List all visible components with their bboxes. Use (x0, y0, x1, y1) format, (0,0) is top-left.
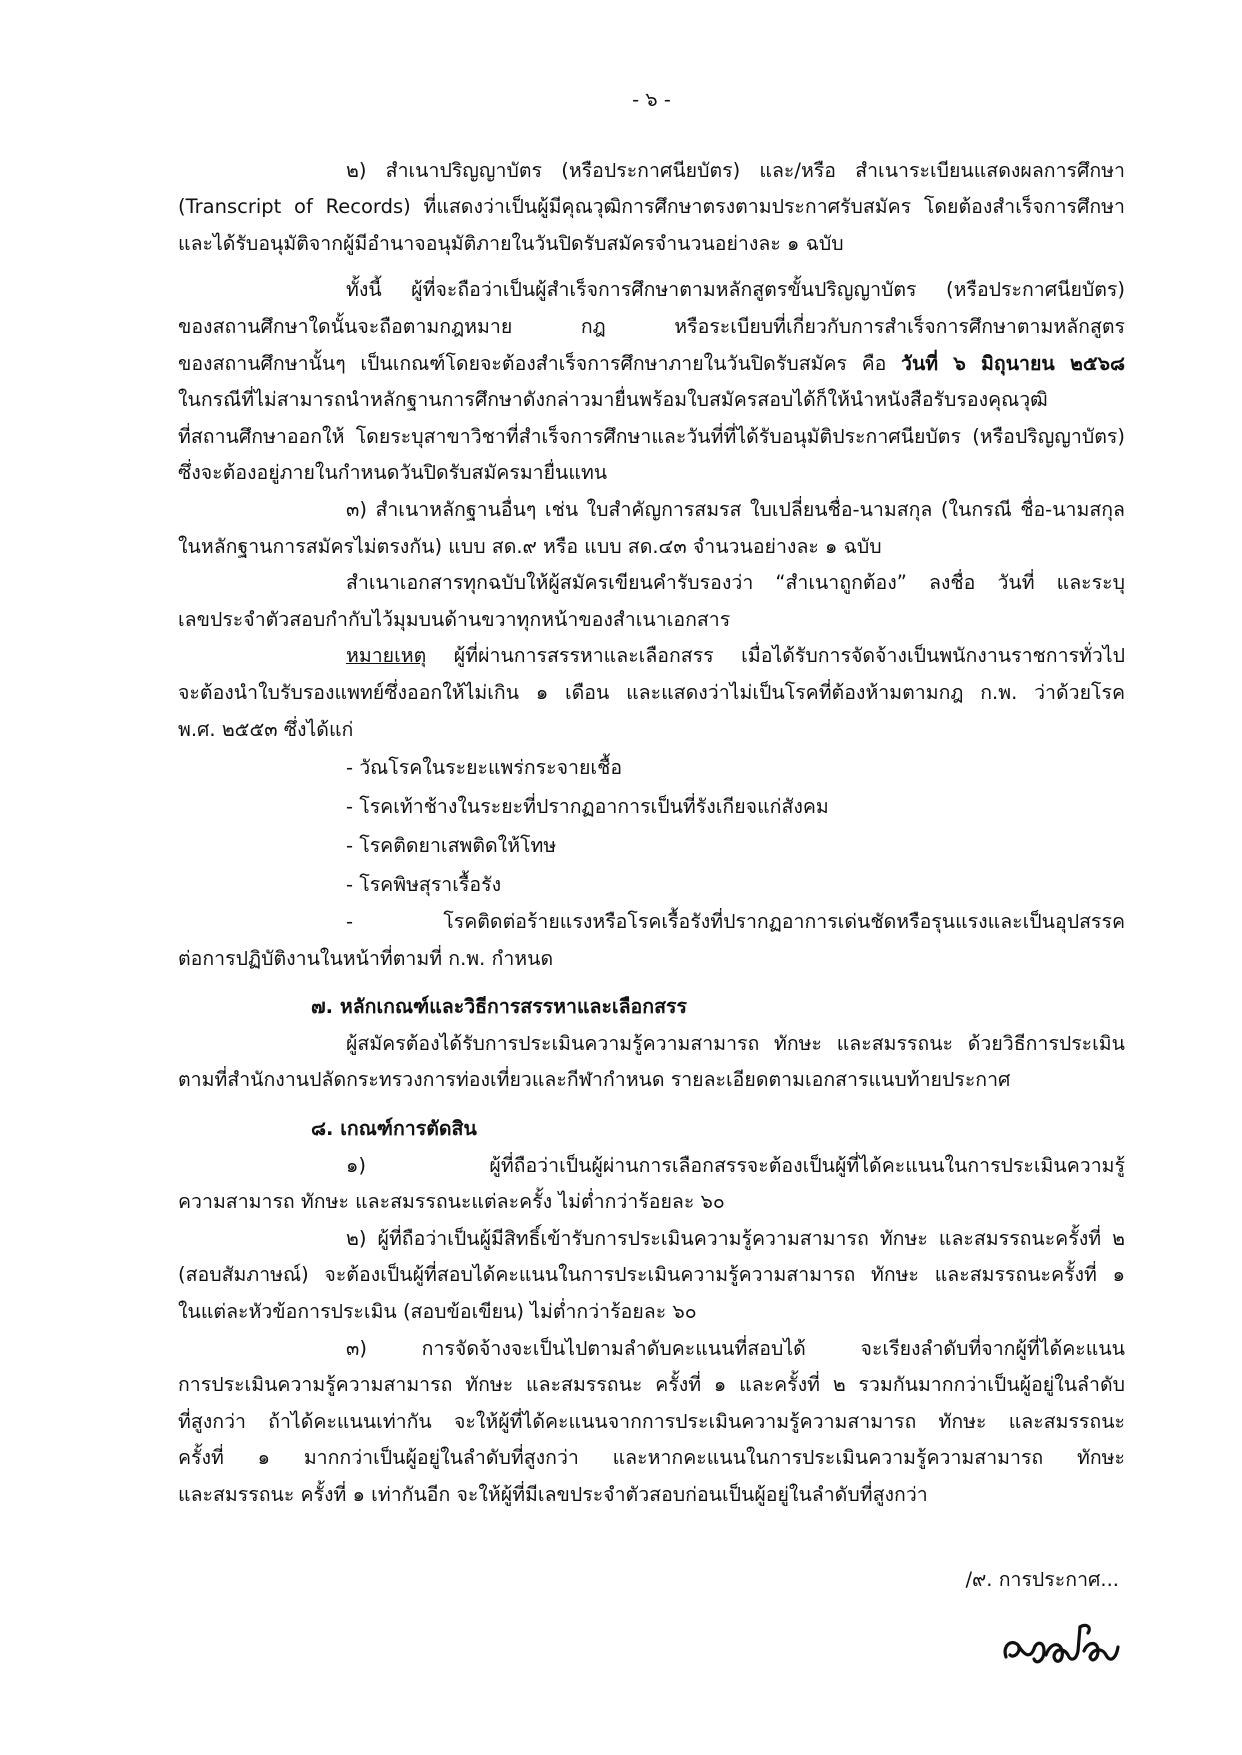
text-line: (Transcript of Records) ที่แสดงว่าเป็นผู้มีคุณวุฒิการศึกษาตรงตามประกาศรับสมัคร โดยต้องสำเร็จการศึกษา (178, 195, 1125, 219)
closing-date: วันที่ ๖ มิถุนายน ๒๕๖๘ (901, 351, 1125, 375)
text-line: ในหลักฐานการสมัครไม่ตรงกัน) แบบ สด.๙ หรือ แบบ สด.๔๓ จำนวนอย่างละ ๑ ฉบับ (178, 534, 882, 558)
text-line: จะต้องนำใบรับรองแพทย์ซึ่งออกให้ไม่เกิน ๑ เดือน และแสดงว่าไม่เป็นโรคที่ต้องห้ามตามกฎ ก.พ. ว่าด้วยโรค (178, 680, 1125, 704)
criterion-2 (178, 1221, 1125, 1331)
list-item: - วัณโรคในระยะแพร่กระจายเชื้อ (346, 756, 623, 780)
list-item: - โรคติดต่อร้ายแรงหรือโรคเรื้อรังที่ปรากฏอาการเด่นชัดหรือรุนแรงและเป็นอุปสรรค (346, 910, 1125, 934)
text-line: ทั้งนี้ ผู้ที่จะถือว่าเป็นผู้สำเร็จการศึกษาตามหลักสูตรขั้นปริญญาบัตร (หรือประกาศนียบัตร) (346, 278, 1125, 302)
section-7-heading: ๗. หลักเกณฑ์และวิธีการสรรหาและเลือกสรร (311, 995, 687, 1019)
text-line: ผู้สมัครต้องได้รับการประเมินความรู้ความสามารถ ทักษะ และสมรรถนะ ด้วยวิธีการประเมิน (346, 1031, 1125, 1055)
remark-label: หมายเหตุ (346, 644, 427, 668)
text-line: เลขประจำตัวสอบกำกับไว้มุมบนด้านขวาทุกหน้าของสำเนาเอกสาร (178, 607, 731, 631)
section-8-heading: ๘. เกณฑ์การตัดสิน (311, 1117, 477, 1141)
text-line (178, 346, 1125, 383)
spacer (178, 262, 1125, 272)
text-line: ๒) ผู้ที่ถือว่าเป็นผู้มีสิทธิ์เข้ารับการประเมินความรู้ความสามารถ ทักษะ และสมรรถนะครั้งที่ ๒ (346, 1226, 1125, 1250)
criterion-3 (178, 1331, 1125, 1514)
graduation-note (178, 272, 1125, 492)
handwritten-signature (1000, 1615, 1125, 1675)
text-line: (สอบสัมภาษณ์) จะต้องเป็นผู้ที่สอบได้คะแนนในการประเมินความรู้ความสามารถ ทักษะ และสมรรถนะครั้งที่ ๑ (178, 1263, 1125, 1287)
text-line: พ.ศ. ๒๕๕๓ ซึ่งได้แก่ (178, 717, 354, 741)
text-line: ๓) สำเนาหลักฐานอื่นๆ เช่น ใบสำคัญการสมรส ใบเปลี่ยนชื่อ-นามสกุล (ในกรณี ชื่อ-นามสกุล (346, 497, 1125, 521)
text-line: ที่สถานศึกษาออกให้ โดยระบุสาขาวิชาที่สำเร็จการศึกษาและวันที่ที่ได้รับอนุมัติประกาศนียบัตร (หรือปริญญาบัตร) (178, 424, 1125, 448)
remark (178, 638, 1125, 748)
list-item: - โรคพิษสุราเรื้อรัง (346, 873, 502, 897)
disease-list (346, 748, 1125, 904)
text-line: ๓) การจัดจ้างจะเป็นไปตามลำดับคะแนนที่สอบได้ จะเรียงลำดับที่จากผู้ที่ได้คะแนน (346, 1336, 1125, 1360)
list-item: - โรคติดยาเสพติดให้โทษ (346, 834, 557, 858)
text-line: ตามที่สำนักงานปลัดกระทรวงการท่องเที่ยวและกีฬากำหนด รายละเอียดตามเอกสารแนบท้ายประกาศ (178, 1068, 1011, 1092)
text-line: ๑) ผู้ที่ถือว่าเป็นผู้ผ่านการเลือกสรรจะต้องเป็นผู้ที่ได้คะแนนในการประเมินความรู้ (346, 1153, 1125, 1177)
page-number: - ๖ - (632, 88, 671, 111)
continue-marker: /๙. การประกาศ... (965, 1567, 1119, 1591)
text-line: ความสามารถ ทักษะ และสมรรถนะแต่ละครั้ง ไม่ต่ำกว่าร้อยละ ๖๐ (178, 1190, 725, 1214)
text-span: ผู้ที่ผ่านการสรรหาและเลือกสรร เมื่อได้รับการจัดจ้างเป็นพนักงานราชการทั่วไป (426, 644, 1125, 668)
item-3-other-evidence (178, 492, 1125, 565)
disease-last-item (178, 904, 1125, 977)
text-line: ของสถานศึกษาใดนั้นจะถือตามกฎหมาย กฎ หรือระเบียบที่เกี่ยวกับการสำเร็จการศึกษาตามหลักสูตร (178, 314, 1125, 338)
text-line: และได้รับอนุมัติจากผู้มีอำนาจอนุมัติภายในวันปิดรับสมัครจำนวนอย่างละ ๑ ฉบับ (178, 231, 844, 255)
criterion-1 (178, 1148, 1125, 1221)
text-line: ซึ่งจะต้องอยู่ภายในกำหนดวันปิดรับสมัครมายื่นแทน (178, 461, 608, 485)
text-line: การประเมินความรู้ความสามารถ ทักษะ และสมรรถนะ ครั้งที่ ๑ และครั้งที่ ๒ รวมกันมากกว่าเป็นผู้อยู่ในลำดับ (178, 1373, 1125, 1397)
item-2-degree-copy (178, 153, 1125, 263)
text-line: สำเนาเอกสารทุกฉบับให้ผู้สมัครเขียนคำรับรองว่า “สำเนาถูกต้อง” ลงชื่อ วันที่ และระบุ (346, 571, 1125, 595)
list-item: - โรคเท้าช้างในระยะที่ปรากฏอาการเป็นที่รังเกียจแก่สังคม (346, 795, 829, 819)
text-line: ๒) สำเนาปริญญาบัตร (หรือประกาศนียบัตร) และ/หรือ สำเนาระเบียนแสดงผลการศึกษา (346, 158, 1125, 182)
section-7-body (178, 1026, 1125, 1099)
text-span: ของสถานศึกษานั้นๆ เป็นเกณฑ์โดยจะต้องสำเร็จการศึกษาภายในวันปิดรับสมัคร คือ (178, 351, 902, 375)
text-line: ต่อการปฏิบัติงานในหน้าที่ตามที่ ก.พ. กำหนด (178, 946, 554, 970)
text-line: และสมรรถนะ ครั้งที่ ๑ เท่ากันอีก จะให้ผู้ที่มีเลขประจำตัวสอบก่อนเป็นผู้อยู่ในลำดับที่สูงกว่า (178, 1483, 928, 1506)
text-line: ในกรณีที่ไม่สามารถนำหลักฐานการศึกษาดังกล่าวมายื่นพร้อมใบสมัครสอบได้ก็ให้นำหนังสือรับรองคุณวุฒิ (178, 388, 1048, 412)
text-line (178, 638, 1125, 675)
text-line: ที่สูงกว่า ถ้าได้คะแนนเท่ากัน จะให้ผู้ที่ได้คะแนนจากการประเมินความรู้ความสามารถ ทักษะ และสมรรถนะ (178, 1409, 1125, 1433)
text-line: ในแต่ละหัวข้อการประเมิน (สอบข้อเขียน) ไม่ต่ำกว่าร้อยละ ๖๐ (178, 1300, 697, 1324)
text-line: ครั้งที่ ๑ มากกว่าเป็นผู้อยู่ในลำดับที่สูงกว่า และหากคะแนนในการประเมินความรู้ความสามารถ ทักษะ (178, 1446, 1125, 1470)
certify-note (178, 565, 1125, 638)
